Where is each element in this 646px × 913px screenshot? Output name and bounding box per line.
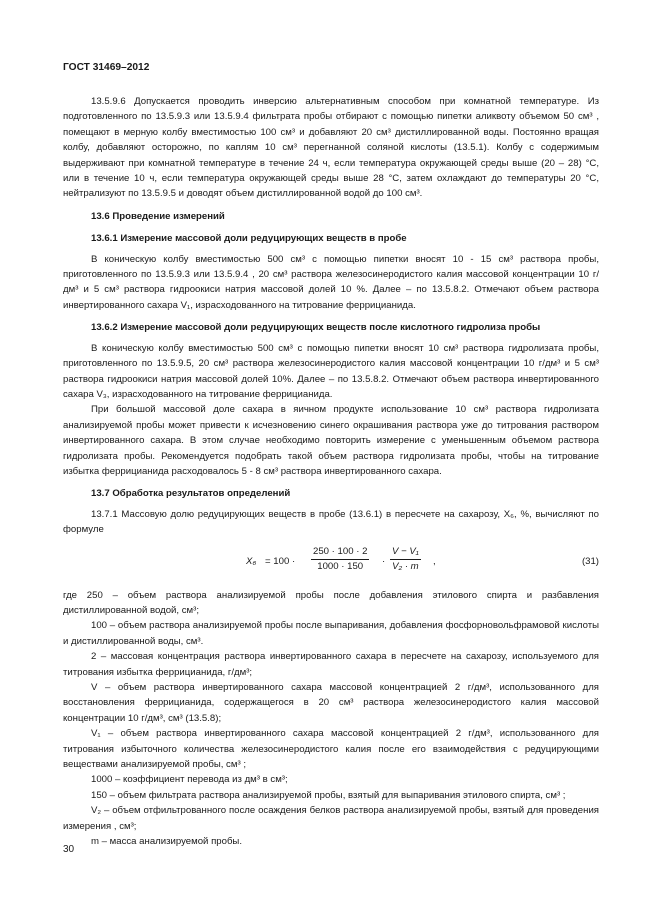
formula-dot: · bbox=[382, 555, 386, 567]
paragraph-large-sugar: При большой массовой доле сахара в яичном продукте использование 10 см³ раствора гидролизата анализируемой пробы может привести к исчезновению синего окрашивания раствора уже до титрования раствором инвертированного сахара. В этом случае необходимо повторить измерение с уменьшенным объемом раствора гидролизата пробы. Рекомендуется подобрать такой объем раствора гидролизата пробы, чтобы на титрование избытка феррицианида расходовалось 5 - 8 см³ раствора инвертированного сахара. bbox=[63, 404, 599, 477]
definition-item: V₁ – объем раствора инвертированного сахара массовой концентрацией 2 г/дм³, использованного для титрования избыточного количества железосинеродистого калия после его взаимодействия с редуцирующими веществами анализируемой пробы, см³ ; bbox=[63, 728, 599, 771]
paragraph-13-5-9-6: 13.5.9.6 Допускается проводить инверсию альтернативным способом при комнатной температуре. Из подготовленного по 13.5.9.3 или 13.5.9.4 фильтрата пробы отбирают с помощью пипетки аликвоту объемом 50 см³ , помещают в мерную колбу вместимостью 100 см³ и добавляют 20 см³ дистиллированной воды. Постоянно вращая колбу, добавляют осторожно, по каплям 10 см³ перегнанной соляной кислоты (13.5.1). Колбу с содержимым выдерживают при комнатной температуре в течение 24 ч, если температура окружающей среды выше (20 – 28) °С, или в течение 10 ч, если температура окружающей среды выше 28 °С, затем охлаждают до температуры 20 °С, нейтрализуют по 13.5.9.5 и доводят объем дистиллированной водой до 100 см³. bbox=[63, 96, 599, 200]
paragraph-13-6-2: В коническую колбу вместимостью 500 см³ с помощью пипетки вносят 10 см³ раствора гидролизата пробы, приготовленного по 13.5.9.5, 20 см³ раствора железосинеродистого калия массовой концентрации 10 г/дм³ и 5 см³ раствора гидроокиси натрия массовой долей 10%. Далее – по 13.5.8.2. Отмечают объем раствора инвертированного сахара V₃, израсходованного на титрование феррицианида. bbox=[63, 342, 599, 400]
definition-item: 2 – массовая концентрация раствора инвертированного сахара в пересчете на сахарозу, используемого для титрования избытка феррицианида, г/дм³; bbox=[63, 651, 599, 678]
definition-item: m – масса анализируемой пробы. bbox=[91, 836, 242, 848]
definition-item: V₂ – объем отфильтрованного после осаждения белков раствора анализируемой пробы, взятый для проведения измерения , см³; bbox=[63, 805, 599, 832]
formula-fraction-volumes bbox=[390, 545, 421, 574]
paragraph-13-6-1: В коническую колбу вместимостью 500 см³ с помощью пипетки вносят 10 - 15 см³ раствора пробы, приготовленного по 13.5.9.3 или 13.5.9.4 , 20 см³ раствора железосинеродистого калия массовой концентрации 10 г/дм³ и 5 см³ раствора гидроокиси натрия массовой долей 10 %. Далее – по 13.5.8.2. Отмечают объем раствора инвертированного сахара V₁, израсходованного на титрование феррицианида. bbox=[63, 253, 599, 311]
fraction-numerator: V − V₁ bbox=[390, 545, 421, 560]
heading-13-6: 13.6 Проведение измерений bbox=[91, 210, 225, 222]
definition-item: 150 – объем фильтрата раствора анализируемой пробы, взятый для выпаривания этилового спирта, см³ ; bbox=[91, 789, 566, 801]
definition-item: 100 – объем раствора анализируемой пробы после выпаривания, добавления фосфорновольфрамовой кислоты и дистиллированной воды, см³. bbox=[63, 620, 599, 647]
formula-comma: , bbox=[433, 555, 436, 567]
heading-13-7: 13.7 Обработка результатов определений bbox=[91, 488, 291, 500]
formula-number: (31) bbox=[581, 555, 599, 567]
definition-item: V – объем раствора инвертированного сахара массовой концентрацией 2 г/дм³, использованного для восстановления феррицианида, содержащегося в 20 см³ раствора железосинеродистого калия массовой концентрации 10 г/дм³, см³ (13.5.8); bbox=[63, 682, 599, 724]
fraction-denominator: V₂ · m bbox=[392, 560, 419, 572]
page-content bbox=[63, 94, 599, 849]
fraction-denominator: 1000 · 150 bbox=[317, 560, 364, 572]
document-header: ГОСТ 31469–2012 bbox=[63, 62, 150, 73]
heading-13-6-2: 13.6.2 Измерение массовой доли редуцирующих веществ после кислотного гидролиза пробы bbox=[91, 322, 541, 334]
definition-item: 1000 – коэффициент перевода из дм³ в см³; bbox=[91, 774, 288, 786]
definition-item: где 250 – объем раствора анализируемой пробы после добавления этилового спирта и разбавления дистиллированной водой, см³; bbox=[63, 589, 599, 616]
formula-31 bbox=[63, 544, 599, 584]
paragraph-13-7-1: 13.7.1 Массовую долю редуцирующих веществ в пробе (13.6.1) в пересчете на сахарозу, X₆, %, вычисляют по формуле bbox=[63, 508, 599, 536]
fraction-numerator: 250 · 100 · 2 bbox=[311, 545, 369, 560]
formula-fraction-constants bbox=[311, 545, 369, 574]
formula-equals: = 100 · bbox=[265, 555, 296, 567]
page-number: 30 bbox=[63, 844, 75, 855]
formula-lhs: X₆ bbox=[246, 555, 257, 567]
heading-13-6-1: 13.6.1 Измерение массовой доли редуцирующих веществ в пробе bbox=[91, 233, 407, 245]
